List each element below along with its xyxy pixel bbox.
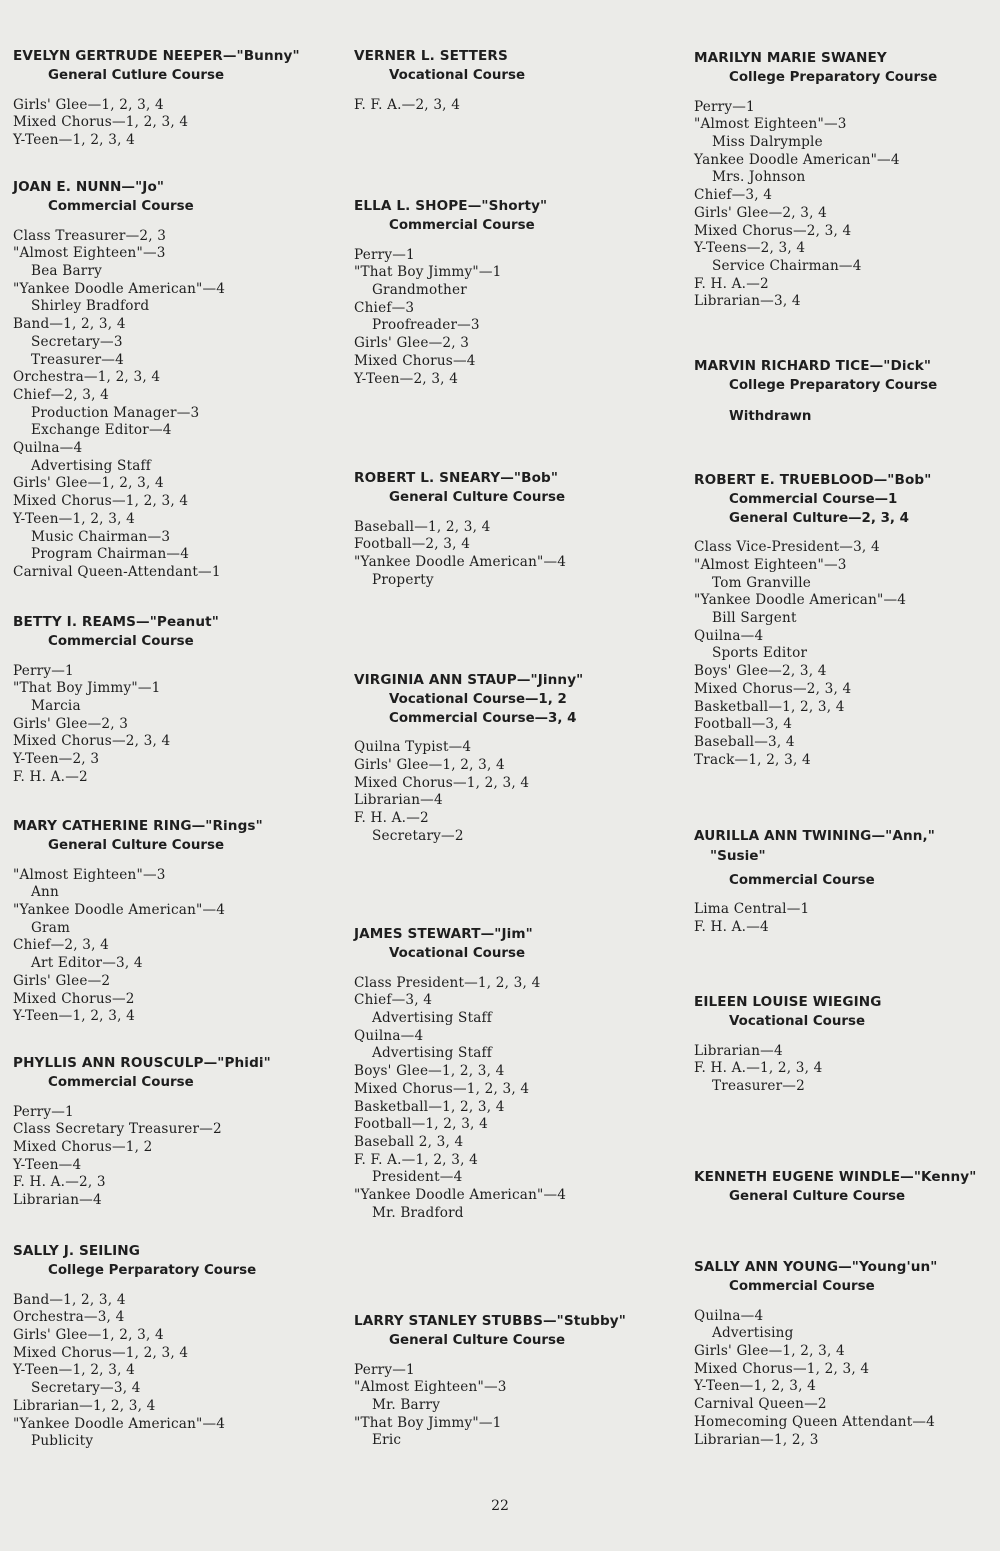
activity-detail: Tom Granville [712,574,811,591]
student-entry [354,195,676,388]
activity-detail: Secretary—3, 4 [31,1380,141,1397]
activity-list [694,99,994,311]
course-of-study: Vocational Course [729,1014,866,1029]
activity-item: Orchestra—3, 4 [13,1309,125,1326]
activity-detail: Bill Sargent [712,610,797,626]
activity-item: Baseball—3, 4 [694,733,795,750]
activity-item: Mixed Chorus—1, 2, 3, 4 [13,1344,189,1361]
activity-item: Baseball—1, 2, 3, 4 [354,518,491,535]
activity-item: "Yankee Doodle American"—4 [694,592,907,609]
student-name: VIRGINIA ANN STAUP—"Jinny" [354,672,584,688]
activity-item: Lima Central—1 [694,901,810,918]
course-of-study: General Culture Course [729,1189,906,1204]
activity-item: Perry—1 [13,662,74,679]
activity-item: "Almost Eighteen"—3 [694,556,847,573]
activity-item: Boys' Glee—2, 3, 4 [694,663,827,680]
activity-detail: Bea Barry [31,263,103,279]
activity-list [694,901,994,936]
activity-item: Mixed Chorus—2, 3, 4 [13,733,171,750]
course-list [694,1013,994,1032]
activity-list [354,519,676,590]
activity-item: "Yankee Doodle American"—4 [354,1187,567,1204]
course-of-study: Vocational Course [389,946,526,961]
student-entry [13,45,338,150]
student-entry [13,815,338,1026]
activity-detail: Secretary—2 [372,827,464,844]
student-name: BETTY I. REAMS—"Peanut" [13,614,219,630]
activity-list [694,1308,994,1450]
activity-list [354,97,676,115]
student-name: LARRY STANLEY STUBBS—"Stubby" [354,1313,626,1329]
student-name: PHYLLIS ANN ROUSCULP—"Phidi" [13,1055,271,1071]
activity-item: F. H. A.—4 [694,918,769,935]
activity-item: Perry—1 [694,98,755,115]
course-of-study: General Culture—2, 3, 4 [729,510,909,526]
student-entry [354,1310,676,1450]
course-of-study: College Preparatory Course [729,378,938,393]
activity-detail: Treasurer—2 [712,1078,805,1094]
activity-item: Class Vice-President—3, 4 [694,539,880,556]
activity-item: Chief—3, 4 [354,992,433,1009]
activity-detail: Shirley Bradford [31,298,150,315]
student-name: MARY CATHERINE RING—"Rings" [13,818,263,834]
student-name: KENNETH EUGENE WINDLE—"Kenny" [694,1169,977,1185]
activity-detail: Advertising [712,1325,794,1342]
activity-item: Mixed Chorus—2 [13,990,135,1007]
course-list [13,1074,338,1093]
activity-item: Girls' Glee—1, 2, 3, 4 [13,96,164,113]
student-name: JAMES STEWART—"Jim" [354,926,533,942]
course-list [13,1262,338,1281]
activity-detail: Secretary—3 [31,333,123,350]
activity-item: Y-Teen—1, 2, 3, 4 [13,132,135,148]
activity-item: Mixed Chorus—2, 3, 4 [694,222,852,239]
student-name: SALLY ANN YOUNG—"Young'un" [694,1259,938,1275]
course-list [694,491,994,528]
student-name: EILEEN LOUISE WIEGING [694,994,882,1010]
activity-item: Librarian—1, 2, 3 [694,1431,819,1448]
student-entry [694,1166,994,1207]
course-list [13,67,338,86]
course-list [354,691,676,728]
student-name: MARILYN MARIE SWANEY [694,50,887,66]
activity-item: Basketball—1, 2, 3, 4 [694,698,845,715]
activity-item: "Almost Eighteen"—3 [354,1379,507,1396]
activity-detail: Property [372,571,434,588]
activity-list [694,1043,994,1096]
student-entry [694,825,994,937]
activity-item: "Yankee Doodle American"—4 [354,554,567,570]
activity-item: Chief—2, 3, 4 [13,937,110,954]
activity-detail: Proofreader—3 [372,317,480,334]
student-entry [354,669,676,845]
activity-item: Baseball 2, 3, 4 [354,1133,464,1150]
activity-item: Librarian—4 [694,1042,783,1059]
activity-list [13,1104,338,1210]
activity-item: Carnival Queen—2 [694,1396,827,1413]
activity-item: Football—2, 3, 4 [354,536,471,553]
course-list [354,217,676,236]
student-name: SALLY J. SEILING [13,1243,141,1259]
activity-item: Y-Teen—1, 2, 3, 4 [694,1378,816,1395]
activity-list [13,97,338,150]
activity-detail: Gram [31,919,71,936]
activity-detail: Mr. Bradford [372,1204,464,1221]
activity-item: Y-Teen—1, 2, 3, 4 [13,510,135,527]
activity-item: F. H. A.—2, 3 [13,1174,106,1191]
course-list [694,872,994,891]
activity-list [354,739,676,845]
course-list [354,489,676,508]
course-list [354,945,676,964]
student-entry [13,176,338,582]
course-list [354,1332,676,1351]
activity-item: Mixed Chorus—1, 2, 3, 4 [354,774,530,791]
activity-item: Girls' Glee—2, 3 [354,335,470,352]
course-of-study: Commercial Course [48,199,194,214]
activity-item: Mixed Chorus—4 [354,352,476,369]
course-list [13,198,338,217]
activity-item: F. F. A.—2, 3, 4 [354,96,461,113]
course-of-study: Vocational Course—1, 2 [389,692,567,707]
course-list [354,67,676,86]
activity-item: Quilna—4 [694,627,764,644]
activity-item: Football—3, 4 [694,716,793,733]
activity-item: Girls' Glee—1, 2, 3, 4 [13,1327,164,1343]
activity-item: "That Boy Jimmy"—1 [13,680,161,697]
activity-item: Boys' Glee—1, 2, 3, 4 [354,1063,505,1080]
activity-item: Girls' Glee—1, 2, 3, 4 [13,475,164,492]
student-entry [354,45,676,114]
activity-item: Quilna Typist—4 [354,739,472,756]
course-of-study: Vocational Course [389,68,526,83]
course-list [13,633,338,652]
activity-detail: Advertising Staff [372,1010,492,1026]
course-of-study: Commercial Course [48,634,194,649]
activity-item: Track—1, 2, 3, 4 [694,751,811,768]
activity-item: Chief—3 [354,299,415,316]
activity-item: F. H. A.—2 [13,768,88,785]
activity-detail: Exchange Editor—4 [31,422,172,439]
activity-item: Homecoming Queen Attendant—4 [694,1413,936,1430]
activity-item: Class President—1, 2, 3, 4 [354,974,541,991]
activity-item: "Almost Eighteen"—3 [13,245,166,262]
activity-item: F. H. A.—2 [694,275,769,292]
student-name: ELLA L. SHOPE—"Shorty" [354,198,548,214]
course-list [13,837,338,856]
activity-item: Quilna—4 [13,440,83,457]
activity-item: Perry—1 [354,1361,415,1378]
activity-detail: Art Editor—3, 4 [31,955,143,972]
activity-detail: Ann [31,884,59,901]
student-name: EVELYN GERTRUDE NEEPER—"Bunny" [13,48,300,64]
activity-item: Girls' Glee—2 [13,972,111,989]
student-entry [13,1052,338,1210]
activity-list [694,539,994,769]
activity-detail: Advertising Staff [372,1045,492,1062]
activity-detail: Advertising Staff [31,457,151,474]
student-nickname-continued: "Susie" [710,848,766,864]
activity-detail: President—4 [372,1169,463,1186]
course-list [694,1188,994,1207]
activity-item: F. H. A.—2 [354,810,429,826]
student-entry [354,467,676,589]
activity-detail: Service Chairman—4 [712,257,862,274]
activity-detail: Treasurer—4 [31,351,124,368]
student-entry [694,47,994,311]
activity-item: Class Treasurer—2, 3 [13,227,167,244]
course-of-study: Commercial Course [729,1279,875,1294]
activity-item: Y-Teen—1, 2, 3, 4 [13,1008,135,1025]
activity-item: "Almost Eighteen"—3 [13,866,166,883]
activity-item: Mixed Chorus—1, 2, 3, 4 [13,114,189,131]
page-number: 22 [491,1498,509,1514]
activity-item: Y-Teen—4 [13,1156,82,1173]
course-list [694,1278,994,1297]
activity-item: "Almost Eighteen"—3 [694,116,847,133]
activity-detail: Sports Editor [712,645,808,662]
activity-item: "Yankee Doodle American"—4 [13,902,226,918]
activity-item: Quilna—4 [694,1307,764,1324]
activity-list [13,663,338,787]
activity-item: Librarian—4 [13,1192,102,1209]
student-entry [694,469,994,769]
activity-item: Class Secretary Treasurer—2 [13,1121,222,1138]
activity-item: Chief—3, 4 [694,187,773,204]
activity-item: "Yankee Doodle American"—4 [13,1415,226,1432]
course-of-study: Commercial Course [389,218,535,233]
activity-item: Y-Teen—2, 3, 4 [354,370,459,387]
course-of-study: Commercial Course [729,872,875,888]
activity-list [13,1292,338,1451]
activity-detail: Music Chairman—3 [31,528,171,545]
activity-list [13,867,338,1026]
activity-item: Librarian—4 [354,792,443,809]
activity-detail: Eric [372,1432,402,1449]
activity-item: Yankee Doodle American"—4 [694,151,900,168]
course-list [694,69,994,88]
course-of-study: General Cutlure Course [48,68,225,83]
activity-item: Mixed Chorus—1, 2, 3, 4 [694,1360,870,1377]
student-entry [354,923,676,1222]
status-note: Withdrawn [729,408,812,424]
student-name: MARVIN RICHARD TICE—"Dick" [694,358,932,374]
course-of-study: Commercial Course [48,1075,194,1090]
student-name: VERNER L. SETTERS [354,48,508,64]
activity-detail: Mrs. Johnson [712,169,806,186]
activity-detail: Program Chairman—4 [31,546,190,563]
student-entry [694,991,994,1096]
activity-item: "Yankee Doodle American"—4 [13,280,226,297]
activity-detail: Miss Dalrymple [712,134,823,150]
activity-item: "That Boy Jimmy"—1 [354,264,502,281]
student-entry [13,611,338,787]
course-of-study: General Culture Course [389,1333,566,1348]
activity-item: Librarian—3, 4 [694,293,801,310]
activity-item: Mixed Chorus—1, 2 [13,1139,153,1155]
activity-item: Girls' Glee—1, 2, 3, 4 [354,756,505,773]
activity-item: F. F. A.—1, 2, 3, 4 [354,1151,478,1168]
activity-item: Perry—1 [354,246,415,263]
activity-detail: Marcia [31,698,81,714]
activity-item: Chief—2, 3, 4 [13,386,110,403]
activity-list [13,228,338,582]
activity-detail: Mr. Barry [372,1397,441,1413]
course-of-study: Commercial Course—3, 4 [389,710,577,726]
activity-item: "That Boy Jimmy"—1 [354,1414,502,1431]
student-entry [694,355,994,426]
activity-item: F. H. A.—1, 2, 3, 4 [694,1060,823,1077]
activity-item: Mixed Chorus—1, 2, 3, 4 [13,493,189,510]
student-name: AURILLA ANN TWINING—"Ann," [694,828,935,844]
activity-item: Y-Teen—1, 2, 3, 4 [13,1362,135,1379]
student-name: JOAN E. NUNN—"Jo" [13,179,165,195]
activity-item: Y-Teen—2, 3 [13,751,100,768]
activity-item: Basketball—1, 2, 3, 4 [354,1098,505,1115]
course-of-study: College Preparatory Course [729,70,938,85]
activity-list [354,1362,676,1451]
activity-item: Girls' Glee—1, 2, 3, 4 [694,1343,845,1359]
course-list [694,377,994,396]
activity-detail: Production Manager—3 [31,404,200,421]
activity-item: Mixed Chorus—1, 2, 3, 4 [354,1080,530,1097]
student-name: ROBERT L. SNEARY—"Bob" [354,470,559,486]
student-entry [13,1240,338,1451]
activity-item: Girls' Glee—2, 3, 4 [694,204,828,221]
course-of-study: Commercial Course—1 [729,492,898,507]
activity-list [354,247,676,389]
activity-item: Quilna—4 [354,1027,424,1044]
student-name: ROBERT E. TRUEBLOOD—"Bob" [694,472,932,488]
activity-item: Band—1, 2, 3, 4 [13,316,126,333]
activity-item: Carnival Queen-Attendant—1 [13,563,221,580]
activity-item: Y-Teens—2, 3, 4 [694,240,806,257]
activity-item: Band—1, 2, 3, 4 [13,1291,126,1308]
activity-item: Girls' Glee—2, 3 [13,715,129,732]
course-of-study: College Perparatory Course [48,1263,257,1278]
activity-list [354,975,676,1223]
activity-item: Mixed Chorus—2, 3, 4 [694,680,852,697]
activity-item: Football—1, 2, 3, 4 [354,1116,488,1133]
course-of-study: General Culture Course [389,490,566,505]
activity-detail: Publicity [31,1433,94,1450]
course-of-study: General Culture Course [48,838,225,853]
student-entry [694,1256,994,1449]
activity-item: Orchestra—1, 2, 3, 4 [13,369,161,386]
activity-item: Perry—1 [13,1103,74,1120]
activity-item: Librarian—1, 2, 3, 4 [13,1397,156,1414]
activity-detail: Grandmother [372,282,467,298]
